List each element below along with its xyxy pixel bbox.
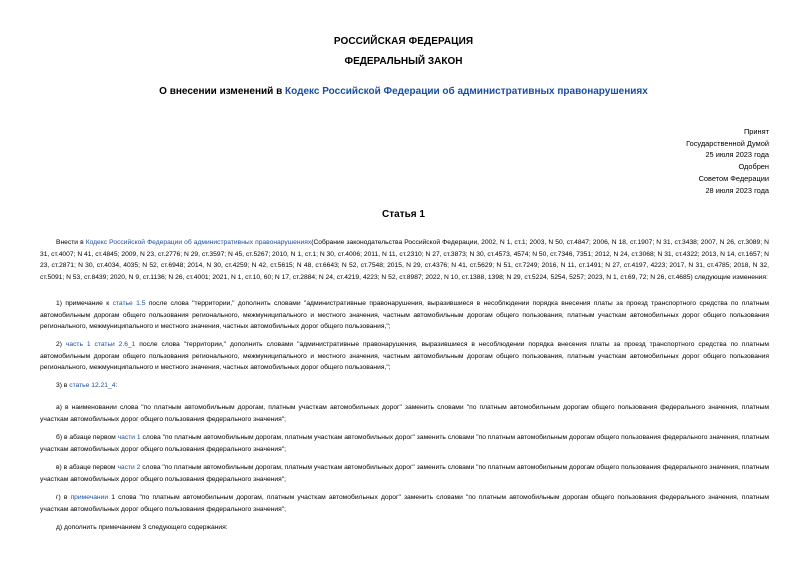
- approved-label: Одобрен: [738, 162, 769, 172]
- item-3g-text: 1 слова "по платным автомобильным дорогам, платным участкам автомобильных дорог" заменить словами "по платным автомобильным дорогам общего пользования федерального значения, платным участкам автомобильных дорог общего пользования федерального значения";: [40, 494, 770, 513]
- item-3v: [40, 462, 769, 485]
- item-1: [40, 298, 769, 333]
- item-3-text: :: [115, 382, 118, 389]
- item-3a: [40, 402, 769, 425]
- law-type-heading: ФЕДЕРАЛЬНЫЙ ЗАКОН: [344, 56, 463, 67]
- part-1-link[interactable]: части 1: [117, 434, 141, 441]
- item-3b-prefix: б) в абзаце первом: [56, 434, 118, 441]
- intro-prefix: Внести в: [56, 239, 86, 246]
- item-3b-text: слова "по платным автомобильным дорогам, платным участкам автомобильных дорог" заменить словами "по платным автомобильным дорогам общего пользования федерального значения, платным участкам автомобильных дорог общего пользования федерального значения";: [40, 434, 769, 453]
- note-link[interactable]: примечании: [70, 494, 109, 501]
- item-1-text: после слова "территории," дополнить словами "административные правонарушения, выразившиеся в несоблюдении порядка внесения платы за проезд транспортного средства по платным автомобильным дорогам общего пользования регионального, межмуниципального и местного значения, частным автомобильным дорогам общего пользования, платным участкам автомобильных дорог общего пользования регионального, межмуниципального и местного значения, частных автомобильных дорог общего пользования,";: [40, 300, 769, 331]
- country-heading: РОССИЙСКАЯ ФЕДЕРАЦИЯ: [333, 36, 474, 47]
- item-2-text: после слова "территории," дополнить словами "административные правонарушения, выразившиеся в несоблюдении порядка внесения платы за проезд транспортного средства по платным автомобильным дорогам общего пользования регионального, межмуниципального и местного значения, частным автомобильным дорогам общего пользования, платным участкам автомобильных дорог общего пользования регионального, межмуниципального и местного значения, частных автомобильных дорог общего пользования,";: [40, 341, 769, 372]
- intro-text: (Собрание законодательства Российской Федерации, 2002, N 1, ст.1; 2003, N 50, ст.4847; 2006, N 18, ст.1907; N 31, ст.3438; 2007, N 26, ст.3089; N 31, ст.4007; N 41, ст.4845; 2009, N 23, ст.2776; N 29, ст.3597; N 45, ст.5267; 2010, N 1, ст.1; N 30, ст.4006; 2011, N 11, ст.2310; N 27, ст.3873; N 30, ст.4573, 4574; N 50, ст.7346, 7351; 2012, N 24, ст.3068; N 31, ст.4322; 2013, N 14, ст.1657; N 23, ст.2871; N 30, ст.4034, 4035; N 52, ст.6948; 2014, N 30, ст.4259; N 42, ст.5615; N 48, ст.6643; N 52, ст.7548; 2015, N 29, ст.4376; N 41, ст.5629; N 51, ст.7249; 2016, N 11, ст.1491; N 27, ст.4197, 4223; 2017, N 31, ст.4785; 2018, N 32, ст.5091; N 53, ст.8439; 2020, N 9, ст.1136; N 26, ст.4001; 2021, N 1, ст.10, 60; N 17, ст.2884; N 24, ст.4219, 4223; N 52, ст.8987; 2022, N 10, ст.1388, 1398; N 29, ст.5224, 5254, 5257; 2023, N 1, ст.69, 72; N 26, ст.4685) следующие изменения:: [40, 239, 769, 281]
- item-3d-text: д) дополнить примечанием 3 следующего содержания:: [56, 524, 228, 531]
- item-2: [40, 339, 769, 374]
- adoption-block: [629, 126, 769, 196]
- intro-codex-link[interactable]: Кодекс Российской Федерации об административных правонарушениях: [85, 239, 312, 246]
- adopted-by: Государственной Думой: [686, 138, 769, 148]
- approved-date: 28 июля 2023 года: [705, 185, 769, 195]
- article-title: Статья 1: [382, 209, 425, 220]
- intro-paragraph: [40, 237, 769, 283]
- adopted-label: Принят: [743, 127, 769, 136]
- item-3d: [40, 522, 769, 534]
- approved-by: Советом Федерации: [698, 173, 769, 183]
- item-3g: [40, 492, 769, 515]
- item-2-prefix: 2): [56, 341, 66, 348]
- item-3-prefix: 3) в: [56, 382, 70, 389]
- article-12-21-4-link[interactable]: статье 12.21_4: [69, 382, 116, 389]
- item-3b: [40, 432, 769, 455]
- article-1-5-link[interactable]: статье 1.5: [112, 300, 146, 307]
- law-title: [0, 86, 807, 97]
- article-2-6-1-link[interactable]: часть 1 статьи 2.6_1: [65, 341, 136, 348]
- item-3v-prefix: в) в абзаце первом: [56, 464, 118, 471]
- item-1-prefix: 1) примечание к: [56, 300, 113, 307]
- codex-link[interactable]: Кодекс Российской Федерации об административных правонарушениях: [285, 86, 648, 97]
- law-title-prefix: О внесении изменений в: [159, 86, 286, 97]
- part-2-link[interactable]: части 2: [117, 464, 141, 471]
- item-3g-prefix: г) в: [56, 494, 71, 501]
- item-3a-text: а) в наименовании слова "по платным автомобильным дорогам, платным участкам автомобильных дорог" заменить словами "по платным автомобильным дорогам общего пользования федерального значения, платным участкам автомобильных дорог общего пользования федерального значения";: [40, 404, 769, 423]
- adopted-date: 25 июля 2023 года: [705, 150, 769, 160]
- item-3: [40, 380, 769, 392]
- item-3v-text: слова "по платным автомобильным дорогам, платным участкам автомобильных дорог" заменить словами "по платным автомобильным дорогам общего пользования федерального значения, платным участкам автомобильных дорог общего пользования федерального значения";: [40, 464, 770, 483]
